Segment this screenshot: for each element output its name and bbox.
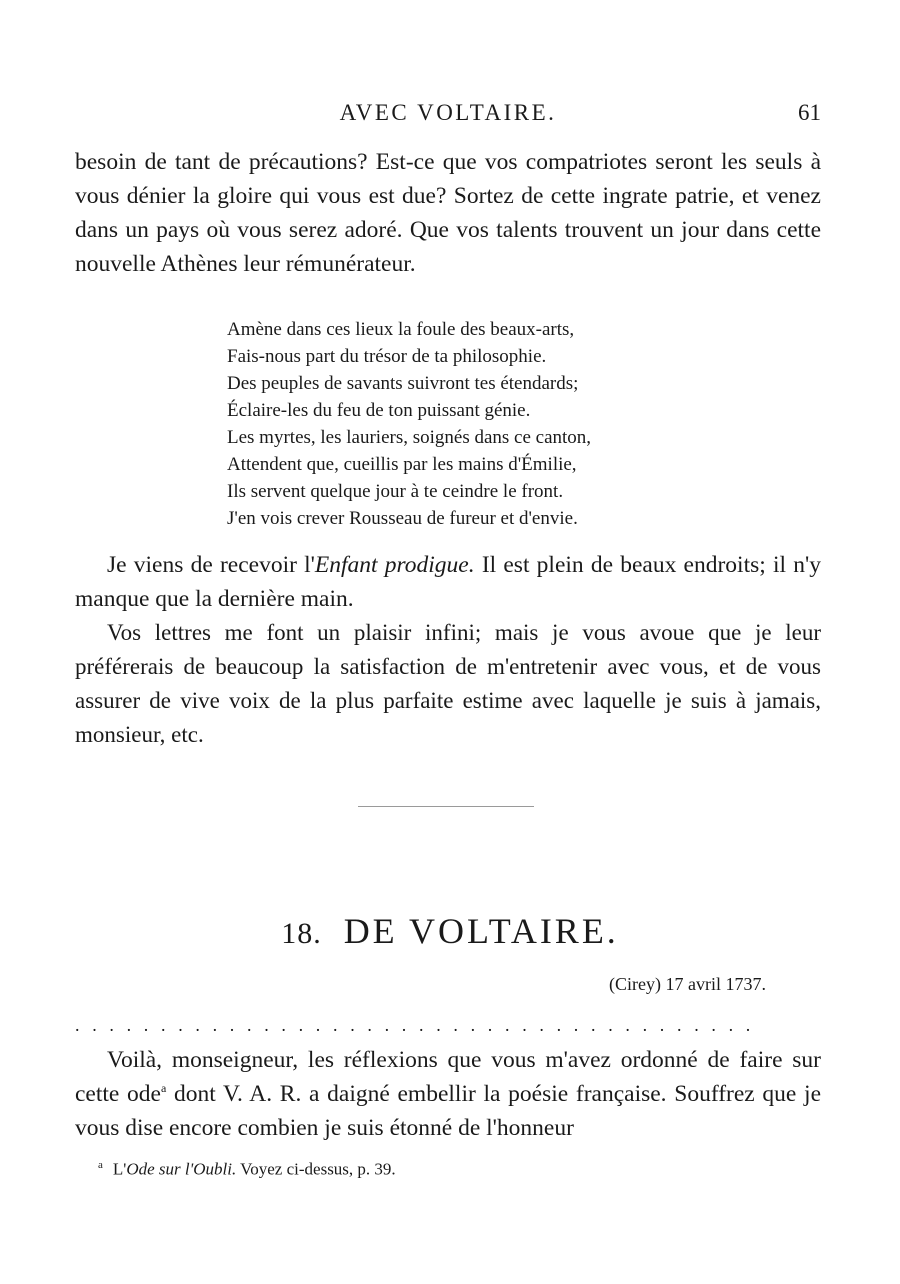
paragraph-2: [75, 548, 821, 616]
paragraph-2-text-end: Il est plein de beaux endroits; il n'y manque que la dernière main.: [75, 552, 821, 612]
footnote-prefix: L': [112, 1159, 127, 1179]
paragraph-4: [75, 1043, 821, 1145]
letter-dateline: (Cirey) 17 avril 1737.: [609, 974, 766, 994]
verse-line: Attendent que, cueillis par les mains d'Émilie,: [227, 454, 577, 475]
running-head: [75, 100, 821, 130]
page-number: 61: [798, 100, 821, 125]
work-title-italic: Enfant prodigue.: [314, 552, 475, 578]
letter-title: DE VOLTAIRE.: [343, 911, 619, 951]
letter-number: 18.: [281, 917, 322, 950]
section-separator-rule: [358, 806, 534, 807]
verse-line: Des peuples de savants suivront tes étendards;: [227, 373, 579, 394]
paragraph-4-text-start: Voilà, monseigneur, les réflexions que vous m'avez ordonné de faire sur cette ode: [75, 1047, 821, 1107]
footnote-reference: a: [160, 1081, 167, 1096]
paragraph-3: Vos lettres me font un plaisir infini; mais je vous avoue que je leur préférerais de beaucoup la satisfaction de m'entretenir avec vous, et de vous assurer de vive voix de la plus parfaite estime avec laquelle je suis à jamais, monsieur, etc.: [75, 620, 821, 747]
footnote-text: Voyez ci-dessus, p. 39.: [236, 1159, 396, 1179]
letter-heading: [0, 910, 900, 952]
footnote-marker: a: [98, 1159, 103, 1171]
running-title: AVEC VOLTAIRE.: [339, 100, 557, 125]
verse-line: Fais-nous part du trésor de ta philosophie.: [227, 346, 547, 367]
paragraph-2-text-start: Je viens de recevoir l': [107, 552, 315, 578]
verse-line: Ils servent quelque jour à te ceindre le front.: [227, 481, 564, 502]
footnote-italic-title: Ode sur l'Oubli.: [126, 1159, 237, 1179]
verse-line: Éclaire-les du feu de ton puissant génie.: [227, 400, 531, 421]
paragraph-1: besoin de tant de précautions? Est-ce que vos compatriotes seront les seuls à vous dénier la gloire qui vous est due? Sortez de cette ingrate patrie, et venez dans un pays où vous serez adoré. Que vos talents trouvent un jour dans cette nouvelle Athènes leur rémunérateur.: [75, 149, 821, 277]
verse-line: Les myrtes, les lauriers, soignés dans ce canton,: [227, 427, 592, 448]
paragraph-4-text-end: dont V. A. R. a daigné embellir la poésie française. Souffrez que je vous dise encore combien je suis étonné de l'honneur: [75, 1081, 822, 1141]
ellipsis-row: ........................................: [75, 1015, 763, 1035]
verse-block: [227, 316, 591, 532]
verse-line: J'en vois crever Rousseau de fureur et d'envie.: [227, 508, 578, 529]
footnote: [98, 1159, 396, 1180]
verse-line: Amène dans ces lieux la foule des beaux-arts,: [227, 319, 575, 340]
